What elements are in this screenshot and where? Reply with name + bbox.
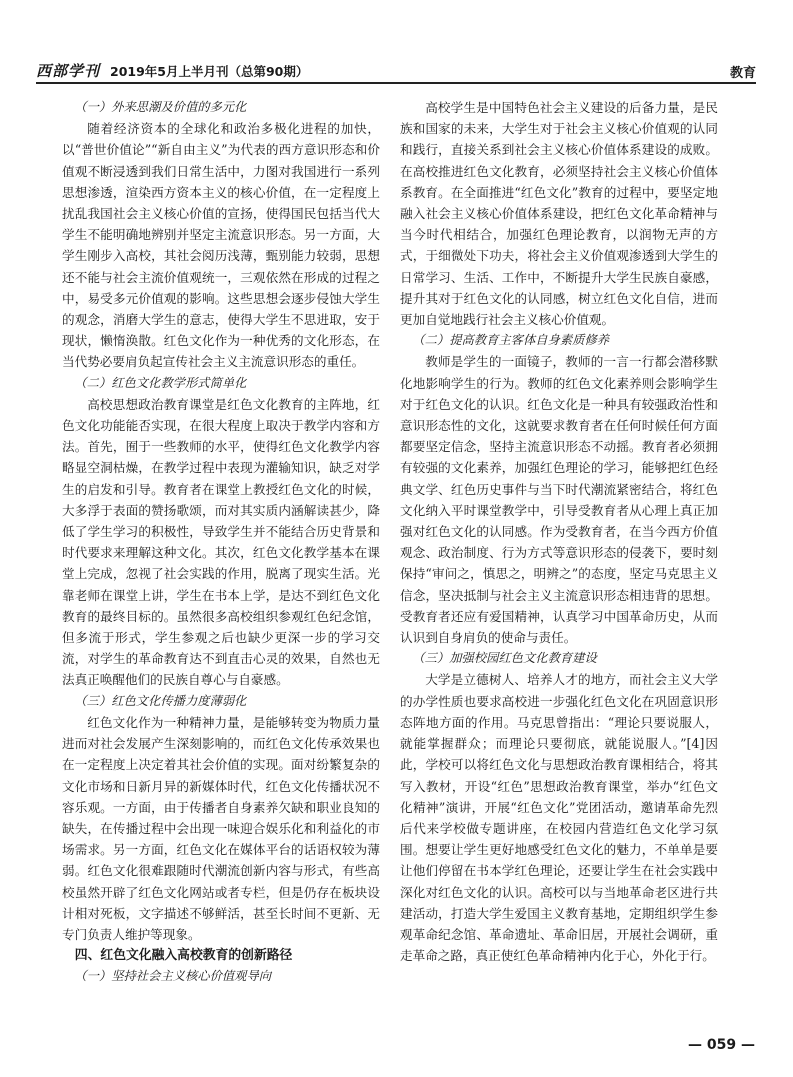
header-rule — [36, 82, 756, 84]
section-heading: 四、红色文化融入高校教育的创新路径 — [74, 948, 293, 964]
right-column — [400, 97, 718, 966]
body-paragraph: 教师是学生的一面镜子，教师的一言一行都会潜移默化地影响学生的行为。教师的红色文化素养则会影响学生对于红色文化的认识。红色文化是一种具有较强政治性和意识形态性的文化，这就要求教育者在任何时候任何方面都要坚定信念，坚持主流意识形态不动摇。教育者必须拥有较强的文化素养，加强红色理论的学习，能够把红色经典文学、红色历史事件与当下时代潮流紧密结合，将红色文化纳入平时课堂教学中，引导受教育者从心理上真正加强对红色文化的认同感。作为受教育者，在当今西方价值观念、政治制度、行为方式等意识形态的侵袭下，要时刻保持“审问之，慎思之，明辨之”的态度，坚定马克思主义信念，坚决抵制与社会主义主流意识形态相违背的思想。受教育者还应有爱国精神，认真学习中国革命历史，从而认识到自身肩负的使命与责任。 — [400, 354, 718, 646]
body-paragraph: 大学是立德树人、培养人才的地方，而社会主义大学的办学性质也要求高校进一步强化红色文化在巩固意识形态阵地方面的作用。马克思曾指出：“理论只要说服人，就能掌握群众；而理论只要彻底，就能说服人。”[4]因此，学校可以将红色文化与思想政治教育课相结合，将其写入教材，开设“红色”思想政治教育课堂，举办“红色文化精神”演讲，开展“红色文化”党团活动，邀请革命先烈后代来学校做专题讲座，在校园内营造红色文化学习氛围。想要让学生更好地感受红色文化的魅力，不单单是要让他们停留在书本学红色理论，还要让学生在社会实践中深化对红色文化的认识。高校可以与当地革命老区进行共建活动，打造大学生爱国主义教育基地，定期组织学生参观革命纪念馆、革命遗址、革命旧居，开展社会调研，重走革命之路，真正使红色革命精神内化于心，外化于行。 — [400, 672, 718, 964]
section-label: 教育 — [729, 66, 756, 81]
running-header — [36, 48, 756, 84]
subsection-heading: （三）红色文化传播力度薄弱化 — [74, 693, 247, 708]
body-paragraph: 红色文化作为一种精神力量，是能够转变为物质力量进而对社会发展产生深刻影响的，而红色文化传承效果也在一定程度上决定着其社会价值的实现。面对纷繁复杂的文化市场和日新月异的新媒体时代，红色文化传播状况不容乐观。一方面，由于传播者自身素养欠缺和职业良知的缺失，在传播过程中会出现一味迎合娱乐化和利益化的市场需求。另一方面，红色文化在媒体平台的话语权较为薄弱。红色文化很难跟随时代潮流创新内容与形式，有些高校虽然开辟了红色文化网站或者专栏，但是仍存在板块设计相对死板，文字描述不够鲜活，甚至长时间不更新、无专门负责人维护等现象。 — [62, 714, 380, 942]
subsection-heading: （一）坚持社会主义核心价值观导向 — [74, 969, 272, 984]
body-paragraph: 随着经济资本的全球化和政治多极化进程的加快，以“普世价值论”“新自由主义”为代表的西方意识形态和价值观不断浸透到我们日常生活中，力图对我国进行一系列思想渗透，渲染西方资本主义的核心价值，在一定程度上扰乱我国社会主义核心价值的宣扬，使得国民包括当代大学生不能明确地辨别并坚定主流意识形态。另一方面，大学生刚步入高校，其社会阅历浅薄，甄别能力较弱，思想还不能与社会主流价值观统一，三观依然在形成的过程之中，易受多元价值观的影响。这些思想会逐步侵蚀大学生的观念，消磨大学生的意志，使得大学生不思进取，安于现状，懒惰涣散。红色文化作为一种优秀的文化形态，在当代势必要肩负起宣传社会主义主流意识形态的重任。 — [62, 121, 380, 370]
body-paragraph: 高校思想政治教育课堂是红色文化教育的主阵地，红色文化功能能否实现，在很大程度上取决于教学内容和方法。首先，囿于一些教师的水平，使得红色文化教学内容略显空洞枯燥，在教学过程中表现为灌输知识，缺乏对学生的启发和引导。教育者在课堂上教授红色文化的时候，大多浮于表面的赞扬歌颂，而对其实质内涵解读甚少，降低了学生学习的积极性，导致学生并不能结合历史背景和时代要求来理解这种文化。其次，红色文化教学基本在课堂上完成，忽视了社会实践的作用，脱离了现实生活。光靠老师在课堂上讲，学生在书本上学，是达不到红色文化教育的最终目标的。虽然很多高校组织参观红色纪念馆，但多流于形式，学生参观之后也缺少更深一步的学习交流，对学生的革命教育达不到直击心灵的效果，自然也无法真正唤醒他们的民族自尊心与自豪感。 — [62, 396, 380, 688]
journal-name: 西部学刊 — [36, 62, 101, 80]
subsection-heading: （一）外来思潮及价值的多元化 — [74, 100, 247, 114]
body-paragraph: 高校学生是中国特色社会主义建设的后备力量，是民族和国家的未来，大学生对于社会主义核心价值观的认同和践行，直接关系到社会主义核心价值体系建设的成败。在高校推进红色文化教育，必须坚持社会主义核心价值体系教育。在全面推进“红色文化”教育的过程中，要坚定地融入社会主义核心价值体系建设，把红色文化革命精神与当今时代相结合，加强红色理论教育，以润物无声的方式，于细微处下功夫，将社会主义价值观渗透到大学生的日常学习、生活、工作中，不断提升大学生民族自豪感，提升其对于红色文化的认同感，树立红色文化自信，进而更加自觉地践行社会主义核心价值观。 — [400, 100, 718, 328]
subsection-heading: （三）加强校园红色文化教育建设 — [412, 651, 597, 666]
page-number: — 059 — — [688, 1037, 755, 1053]
subsection-heading: （二）提高教育主客体自身素质修养 — [412, 333, 610, 348]
issue-info: 2019年5月上半月刊（总第90期） — [110, 64, 309, 79]
subsection-heading: （二）红色文化教学形式简单化 — [74, 375, 247, 390]
left-column — [62, 97, 380, 988]
